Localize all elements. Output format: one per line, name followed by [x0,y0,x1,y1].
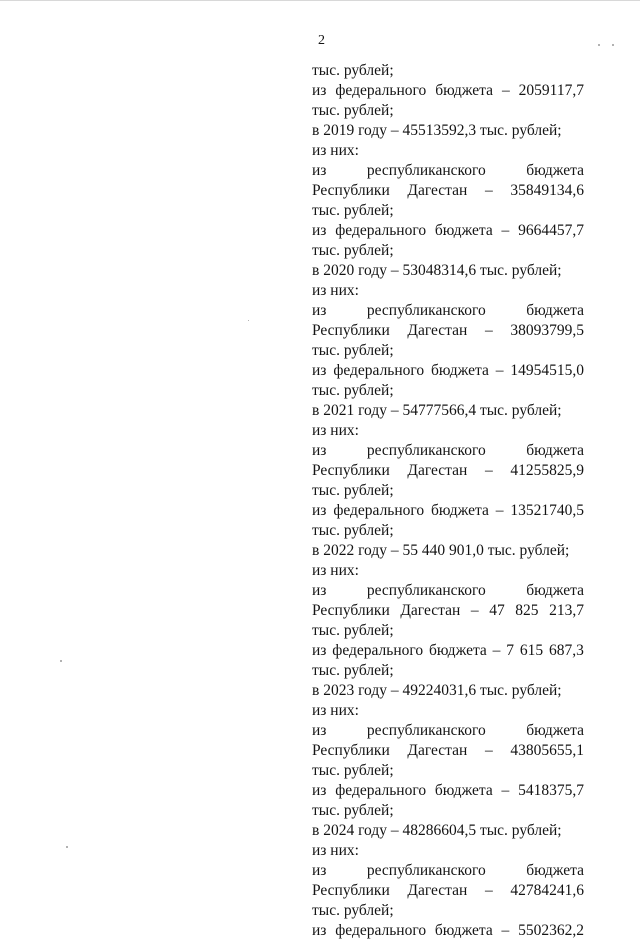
text-line [312,361,584,381]
word: из [312,582,327,599]
word: 2059117,7 [518,82,584,99]
word: из [312,302,327,319]
word: бюджета [429,642,487,659]
word: бюджета [434,922,493,939]
word: Дагестан [400,602,461,619]
word: из [312,642,327,659]
word: Дагестан [407,882,468,899]
text-line: тыс. рублей; [312,242,394,259]
text-line: тыс. рублей; [312,202,394,219]
text-line [312,601,584,621]
word: бюджета [526,162,584,179]
word: – [495,502,504,519]
word: 687,3 [549,642,584,659]
text-line: в 2019 году – 45513592,3 тыс. рублей; [312,122,562,139]
word: – [470,602,479,619]
word: 41255825,9 [510,462,584,479]
word: республиканского [366,862,486,879]
word: Республики [312,182,390,199]
text-line [312,641,584,661]
word: федерального [333,362,425,379]
word: бюджета [526,862,584,879]
word: 213,7 [549,602,584,619]
word: Республики [312,462,390,479]
word: 47 [489,602,505,619]
word: 13521740,5 [510,502,584,519]
text-line: тыс. рублей; [312,102,394,119]
word: из [312,82,327,99]
text-line: в 2022 году – 55 440 901,0 тыс. рублей; [312,542,570,559]
scan-speck [66,846,68,848]
word: из [312,502,327,519]
word: – [484,742,493,759]
word: бюджета [526,302,584,319]
scan-edge [0,0,640,1]
text-line: из них: [312,842,359,859]
word: 35849134,6 [510,182,584,199]
word: федерального [335,922,427,939]
word: – [501,782,510,799]
text-line [312,581,584,601]
word: из [312,782,327,799]
word: бюджета [435,82,493,99]
word: бюджета [434,782,493,799]
word: 14954515,0 [510,362,584,379]
document-text-column [312,61,584,941]
word: – [492,642,501,659]
text-line: тыс. рублей; [312,522,394,539]
word: – [484,182,493,199]
word: 5502362,2 [518,922,584,939]
text-line [312,161,584,181]
word: бюджета [526,722,584,739]
text-line: тыс. рублей; [312,662,394,679]
text-line [312,861,584,881]
text-line [312,781,584,801]
text-line [312,321,584,341]
text-line: тыс. рублей; [312,382,394,399]
text-line: из них: [312,282,359,299]
word: федерального [335,82,427,99]
word: из [312,162,327,179]
word: 7 [506,642,515,659]
word: 615 [519,642,544,659]
text-line [312,81,584,101]
word: 9664457,7 [518,222,584,239]
text-line [312,181,584,201]
text-line: в 2024 году – 48286604,5 тыс. рублей; [312,822,562,839]
text-line: тыс. рублей; [312,482,394,499]
word: 825 [515,602,539,619]
word: республиканского [366,582,486,599]
text-line [312,301,584,321]
word: из [312,862,327,879]
word: из [312,362,327,379]
scan-speck [598,44,600,46]
word: – [484,462,493,479]
text-line [312,441,584,461]
word: – [501,222,510,239]
word: федерального [332,642,424,659]
text-line: тыс. рублей; [312,902,394,919]
word: бюджета [431,502,489,519]
word: – [501,82,510,99]
word: бюджета [526,582,584,599]
scan-speck [60,660,62,662]
text-line [312,221,584,241]
text-line [312,721,584,741]
word: из [312,222,327,239]
text-line [312,881,584,901]
word: – [501,922,510,939]
text-line: в 2021 году – 54777566,4 тыс. рублей; [312,402,562,419]
word: Республики [312,882,390,899]
word: Республики [312,322,390,339]
text-line: из них: [312,142,359,159]
text-line: тыс. рублей; [312,762,394,779]
text-line: тыс. рублей; [312,802,394,819]
text-line: из них: [312,702,359,719]
text-line: из них: [312,422,359,439]
word: Дагестан [407,322,468,339]
text-line: из них: [312,562,359,579]
word: Дагестан [407,742,468,759]
word: из [312,442,327,459]
word: из [312,922,327,939]
word: республиканского [366,722,486,739]
text-line: в 2023 году – 49224031,6 тыс. рублей; [312,682,562,699]
word: бюджета [526,442,584,459]
text-line: тыс. рублей; [312,342,394,359]
scan-speck [612,44,614,46]
word: 43805655,1 [510,742,584,759]
text-line [312,741,584,761]
text-line: тыс. рублей; [312,62,394,79]
word: федерального [333,502,425,519]
text-line: тыс. рублей; [312,622,394,639]
word: из [312,722,327,739]
word: республиканского [366,162,486,179]
word: федерального [335,222,427,239]
word: федерального [335,782,427,799]
word: республиканского [366,302,486,319]
page-number: 2 [318,33,325,48]
word: – [484,322,493,339]
text-line [312,461,584,481]
word: – [484,882,493,899]
word: бюджета [431,362,489,379]
word: Республики [312,742,390,759]
word: 5418375,7 [518,782,584,799]
word: Дагестан [407,462,468,479]
text-line [312,921,584,941]
word: 38093799,5 [510,322,584,339]
text-line: в 2020 году – 53048314,6 тыс. рублей; [312,262,562,279]
word: республиканского [366,442,486,459]
scan-speck [248,320,249,321]
word: 42784241,6 [510,882,584,899]
word: – [495,362,504,379]
word: Республики [312,602,390,619]
text-line [312,501,584,521]
word: бюджета [434,222,493,239]
word: Дагестан [407,182,468,199]
